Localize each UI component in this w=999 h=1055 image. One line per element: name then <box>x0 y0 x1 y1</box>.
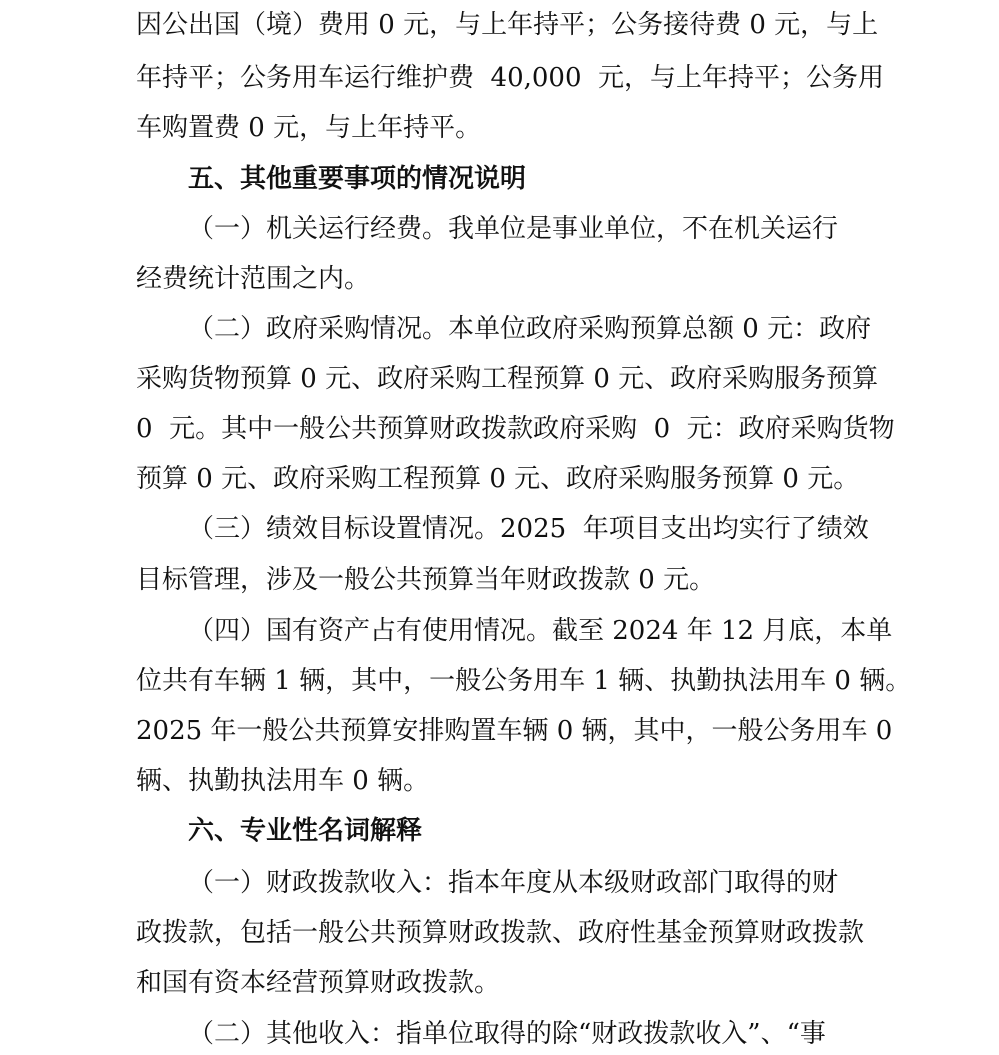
line-text: 0 元。其中一般公共预算财政拨款政府采购 0 元：政府采购货物 <box>136 414 895 444</box>
line-text: （一）财政拨款收入：指本年度从本级财政部门取得的财 <box>188 868 839 898</box>
section-heading <box>0 162 999 196</box>
line-text: 因公出国（境）费用 0 元，与上年持平；公务接待费 0 元，与上 <box>136 10 879 40</box>
text-line <box>0 362 999 396</box>
text-line <box>0 714 999 748</box>
line-text: 预算 0 元、政府采购工程预算 0 元、政府采购服务预算 0 元。 <box>136 464 860 494</box>
line-text: （一）机关运行经费。我单位是事业单位，不在机关运行 <box>188 214 839 244</box>
text-line <box>0 512 999 546</box>
text-line <box>0 61 999 95</box>
line-text: 2025 年一般公共预算安排购置车辆 0 辆，其中，一般公务用车 0 <box>136 716 893 746</box>
text-line <box>0 764 999 798</box>
line-text: 位共有车辆 1 辆，其中，一般公务用车 1 辆、执勤执法用车 0 辆。 <box>136 666 912 696</box>
text-line <box>0 664 999 698</box>
text-line <box>0 212 999 246</box>
line-text: 采购货物预算 0 元、政府采购工程预算 0 元、政府采购服务预算 <box>136 364 879 394</box>
text-line <box>0 412 999 446</box>
text-line <box>0 8 999 42</box>
section-heading <box>0 814 999 848</box>
text-line <box>0 262 999 296</box>
line-text: （三）绩效目标设置情况。2025 年项目支出均实行了绩效 <box>188 514 869 544</box>
line-text: 年持平；公务用车运行维护费 40,000 元，与上年持平；公务用 <box>136 63 885 93</box>
heading-text: 六、专业性名词解释 <box>188 816 423 846</box>
text-line <box>0 111 999 145</box>
line-text: 和国有资本经营预算财政拨款。 <box>136 968 501 998</box>
line-text: 政拨款，包括一般公共预算财政拨款、政府性基金预算财政拨款 <box>136 918 865 948</box>
text-line <box>0 614 999 648</box>
text-line <box>0 916 999 950</box>
line-text: （二）政府采购情况。本单位政府采购预算总额 0 元：政府 <box>188 314 872 344</box>
line-text: 经费统计范围之内。 <box>136 264 371 294</box>
text-line <box>0 1017 999 1051</box>
text-line <box>0 866 999 900</box>
heading-text: 五、其他重要事项的情况说明 <box>188 164 527 194</box>
line-text: 辆、执勤执法用车 0 辆。 <box>136 766 430 796</box>
line-text: （四）国有资产占有使用情况。截至 2024 年 12 月底，本单 <box>188 616 893 646</box>
line-text: （二）其他收入：指单位取得的除“财政拨款收入”、“事 <box>188 1019 826 1049</box>
line-text: 目标管理，涉及一般公共预算当年财政拨款 0 元。 <box>136 565 716 595</box>
text-line <box>0 462 999 496</box>
text-line <box>0 563 999 597</box>
line-text: 车购置费 0 元，与上年持平。 <box>136 113 482 143</box>
text-line <box>0 312 999 346</box>
text-line <box>0 966 999 1000</box>
